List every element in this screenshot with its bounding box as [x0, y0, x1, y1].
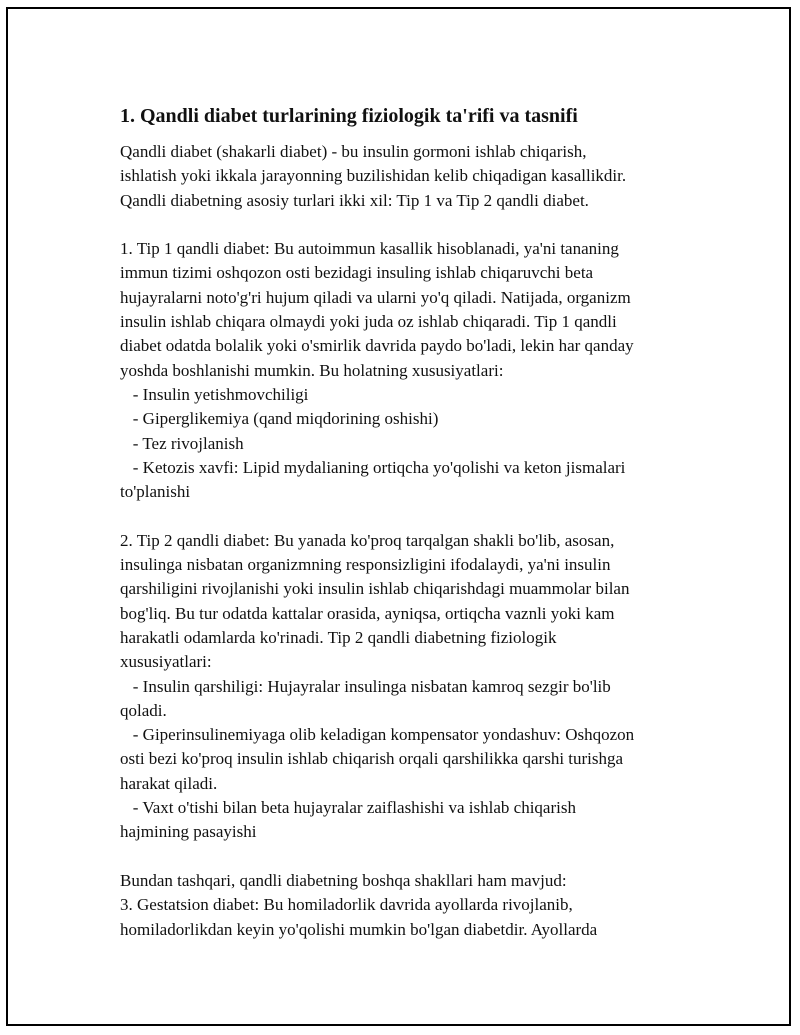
text-line: - Insulin qarshiligi: Hujayralar insulinga nisbatan kamroq sezgir bo'lib	[120, 676, 611, 696]
text-line: ishlatish yoki ikkala jarayonning buzilishidan kelib chiqadigan kasallikdir.	[120, 166, 627, 186]
text-line: diabet odatda bolalik yoki o'smirlik davrida paydo bo'ladi, lekin har qanday	[120, 336, 634, 356]
text-line: hajmining pasayishi	[120, 822, 257, 842]
text-line: Bundan tashqari, qandli diabetning boshqa shakllari ham mavjud:	[120, 870, 567, 890]
text-line: - Tez rivojlanish	[120, 433, 244, 453]
text-line: homiladorlikdan keyin yo'qolishi mumkin bo'lgan diabetdir. Ayollarda	[120, 919, 598, 939]
text-line: harakatli odamlarda ko'rinadi. Tip 2 qandli diabetning fiziologik	[120, 627, 557, 647]
text-line: - Giperglikemiya (qand miqdorining oshishi)	[120, 409, 439, 429]
text-line: - Insulin yetishmovchiligi	[120, 384, 309, 404]
text-line: - Vaxt o'tishi bilan beta hujayralar zaiflashishi va ishlab chiqarish	[120, 798, 576, 818]
text-line: Qandli diabetning asosiy turlari ikki xil: Tip 1 va Tip 2 qandli diabet.	[120, 190, 589, 210]
blank-line	[120, 845, 700, 869]
text-line: - Ketozis xavfi: Lipid mydalianing ortiqcha yo'qolishi va keton jismalari	[120, 457, 626, 477]
text-line: - Giperinsulinemiyaga olib keladigan kompensator yondashuv: Oshqozon	[120, 725, 635, 745]
page-frame	[6, 7, 791, 1026]
text-line: xususiyatlari:	[120, 652, 212, 672]
text-line: 1. Tip 1 qandli diabet: Bu autoimmun kasallik hisoblanadi, ya'ni tananing	[120, 239, 619, 259]
text-line: osti bezi ko'proq insulin ishlab chiqarish orqali qarshilikka qarshi turishga	[120, 749, 624, 769]
text-line: qoladi.	[120, 700, 167, 720]
text-line: 3. Gestatsion diabet: Bu homiladorlik davrida ayollarda rivojlanib,	[120, 895, 573, 915]
paragraph-text	[120, 140, 700, 942]
text-line: qarshiligini rivojlanishi yoki insulin ishlab chiqarishdagi muammolar bilan	[120, 579, 630, 599]
text-line: immun tizimi oshqozon osti bezidagi insuling ishlab chiqaruvchi beta	[120, 263, 594, 283]
text-line: insulinga nisbatan organizmning responsizligini ifodalaydi, ya'ni insulin	[120, 555, 611, 575]
document-body	[120, 102, 700, 942]
text-line: harakat qiladi.	[120, 773, 218, 793]
text-line: insulin ishlab chiqara olmaydi yoki juda oz ishlab chiqaradi. Tip 1 qandli	[120, 312, 617, 332]
section-heading: 1. Qandli diabet turlarining fiziologik ta'rifi va tasnifi	[120, 105, 578, 127]
text-line: bog'liq. Bu tur odatda kattalar orasida, ayniqsa, ortiqcha vaznli yoki kam	[120, 603, 615, 623]
blank-line	[120, 504, 700, 528]
text-line: yoshda boshlanishi mumkin. Bu holatning xususiyatlari:	[120, 360, 504, 380]
text-line: Qandli diabet (shakarli diabet) - bu insulin gormoni ishlab chiqarish,	[120, 142, 587, 161]
blank-line	[120, 213, 700, 237]
text-line: to'planishi	[120, 482, 191, 502]
text-line: 2. Tip 2 qandli diabet: Bu yanada ko'proq tarqalgan shakli bo'lib, asosan,	[120, 530, 615, 550]
text-line: hujayralarni noto'g'ri hujum qiladi va ularni yo'q qiladi. Natijada, organizm	[120, 287, 631, 307]
